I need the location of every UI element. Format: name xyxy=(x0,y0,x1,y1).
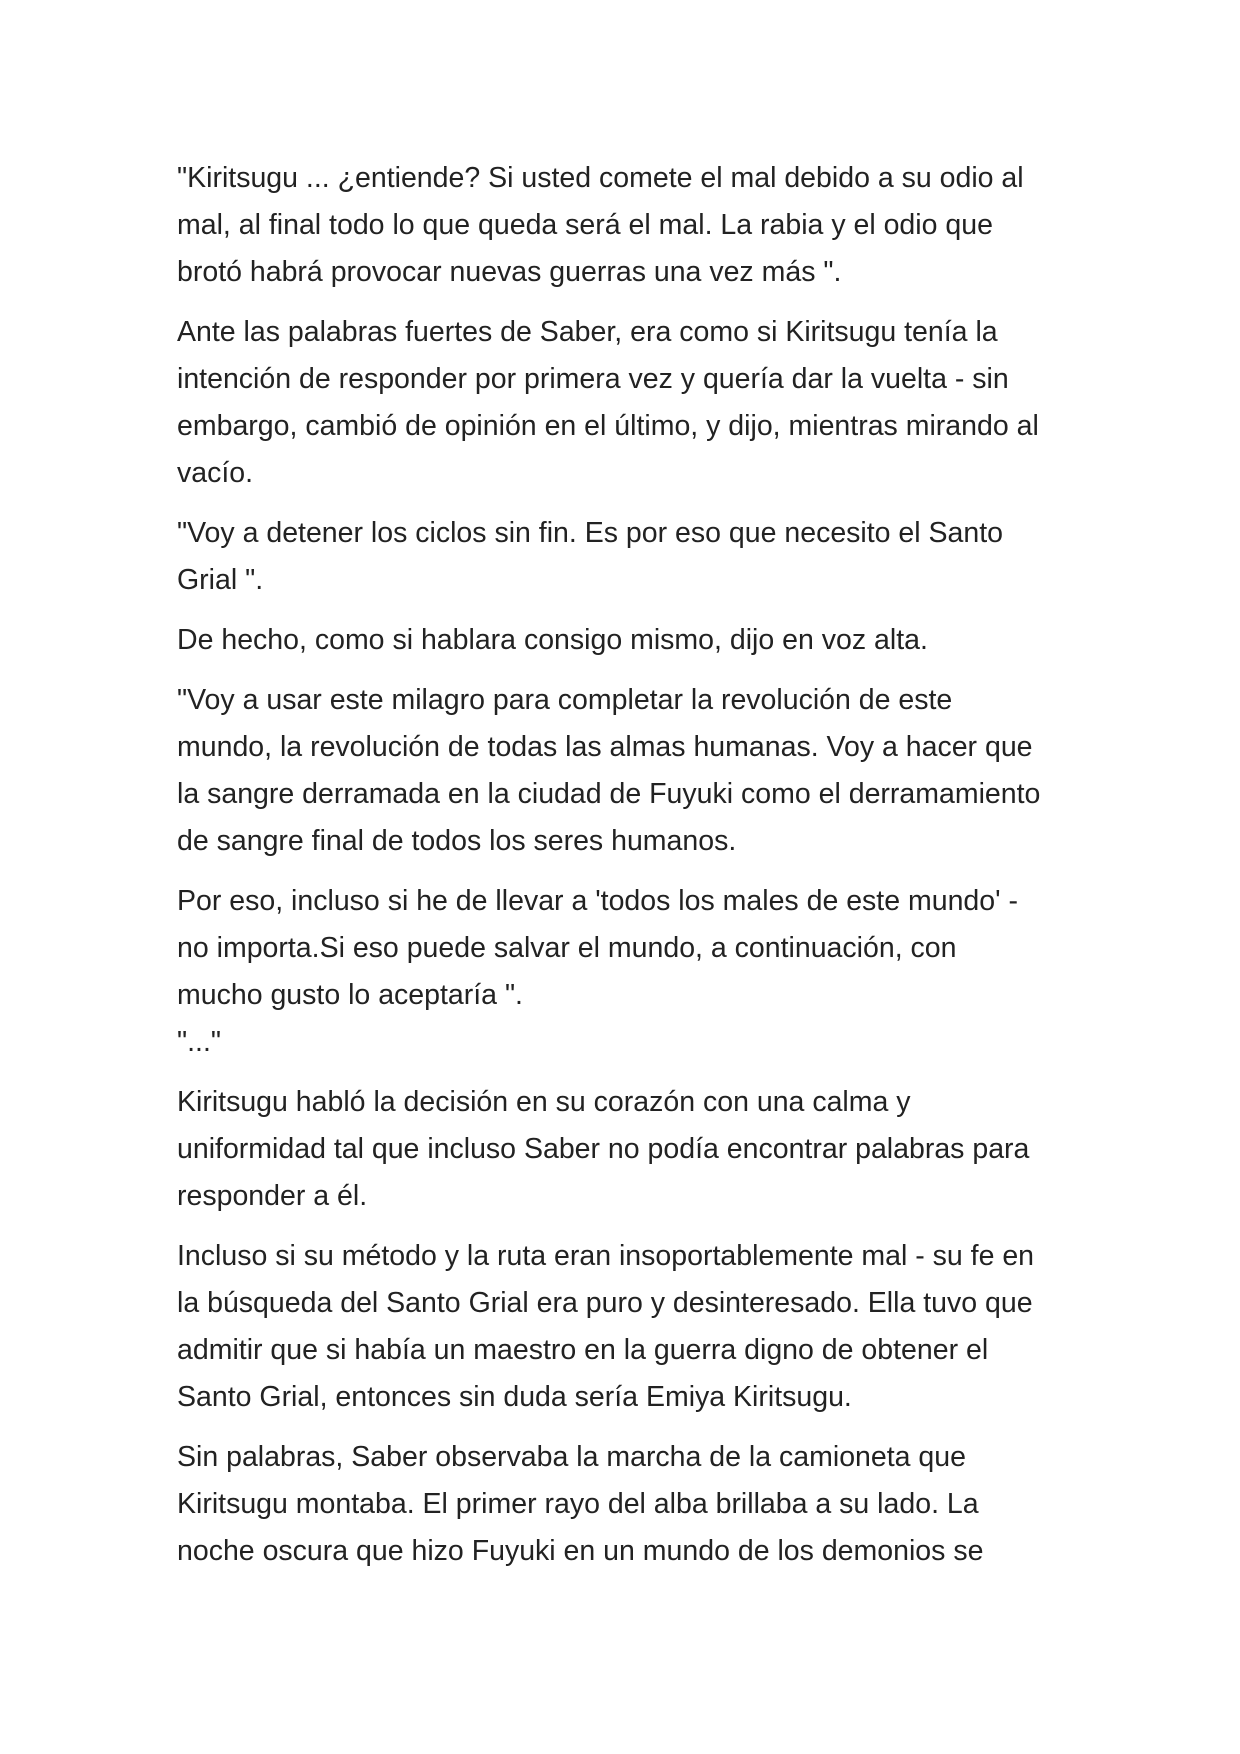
text-line: brotó habrá provocar nuevas guerras una vez más ". xyxy=(177,256,842,288)
text-line: mal, al final todo lo que queda será el mal. La rabia y el odio que xyxy=(177,209,993,241)
paragraph-10 xyxy=(177,1434,1077,1575)
text-line: Grial ". xyxy=(177,564,264,596)
paragraph-9 xyxy=(177,1233,1077,1421)
paragraph-8 xyxy=(177,1079,1077,1220)
text-line: la sangre derramada en la ciudad de Fuyuki como el derramamiento xyxy=(177,778,1041,810)
text-line: la búsqueda del Santo Grial era puro y desinteresado. Ella tuvo que xyxy=(177,1287,1033,1319)
text-line: embargo, cambió de opinión en el último, y dijo, mientras mirando al xyxy=(177,410,1039,442)
paragraph-3 xyxy=(177,510,1077,604)
text-line: Kiritsugu habló la decisión en su corazón con una calma y xyxy=(177,1086,911,1118)
text-line: De hecho, como si hablara consigo mismo, dijo en voz alta. xyxy=(177,624,928,656)
text-line: "Voy a detener los ciclos sin fin. Es por eso que necesito el Santo xyxy=(177,517,1004,549)
text-line: Kiritsugu montaba. El primer rayo del alba brillaba a su lado. La xyxy=(177,1488,979,1520)
text-line: no importa.Si eso puede salvar el mundo, a continuación, con xyxy=(177,932,957,964)
text-line: Santo Grial, entonces sin duda sería Emiya Kiritsugu. xyxy=(177,1381,852,1413)
paragraph-6 xyxy=(177,878,1077,1019)
document-page xyxy=(177,155,1077,1588)
paragraph-1 xyxy=(177,155,1077,296)
text-line: mundo, la revolución de todas las almas humanas. Voy a hacer que xyxy=(177,731,1033,763)
paragraph-7 xyxy=(177,1019,1077,1066)
text-line: mucho gusto lo aceptaría ". xyxy=(177,979,523,1011)
text-line: Sin palabras, Saber observaba la marcha de la camioneta que xyxy=(177,1441,966,1473)
paragraph-2 xyxy=(177,309,1077,497)
text-line: Por eso, incluso si he de llevar a 'todos los males de este mundo' - xyxy=(177,885,1018,917)
text-line: vacío. xyxy=(177,457,254,489)
text-line: Incluso si su método y la ruta eran insoportablemente mal - su fe en xyxy=(177,1240,1035,1272)
paragraph-5 xyxy=(177,677,1077,865)
text-line: Ante las palabras fuertes de Saber, era como si Kiritsugu tenía la xyxy=(177,316,998,348)
text-line: "Kiritsugu ... ¿entiende? Si usted comete el mal debido a su odio al xyxy=(177,162,1024,194)
text-line: intención de responder por primera vez y quería dar la vuelta - sin xyxy=(177,363,1009,395)
text-line: "Voy a usar este milagro para completar la revolución de este xyxy=(177,684,953,716)
text-line: noche oscura que hizo Fuyuki en un mundo de los demonios se xyxy=(177,1535,984,1567)
text-line: uniformidad tal que incluso Saber no podía encontrar palabras para xyxy=(177,1133,1030,1165)
text-line: "..." xyxy=(177,1026,221,1058)
text-line: de sangre final de todos los seres humanos. xyxy=(177,825,737,857)
paragraph-4 xyxy=(177,617,1077,664)
text-line: responder a él. xyxy=(177,1180,368,1212)
text-line: admitir que si había un maestro en la guerra digno de obtener el xyxy=(177,1334,989,1366)
